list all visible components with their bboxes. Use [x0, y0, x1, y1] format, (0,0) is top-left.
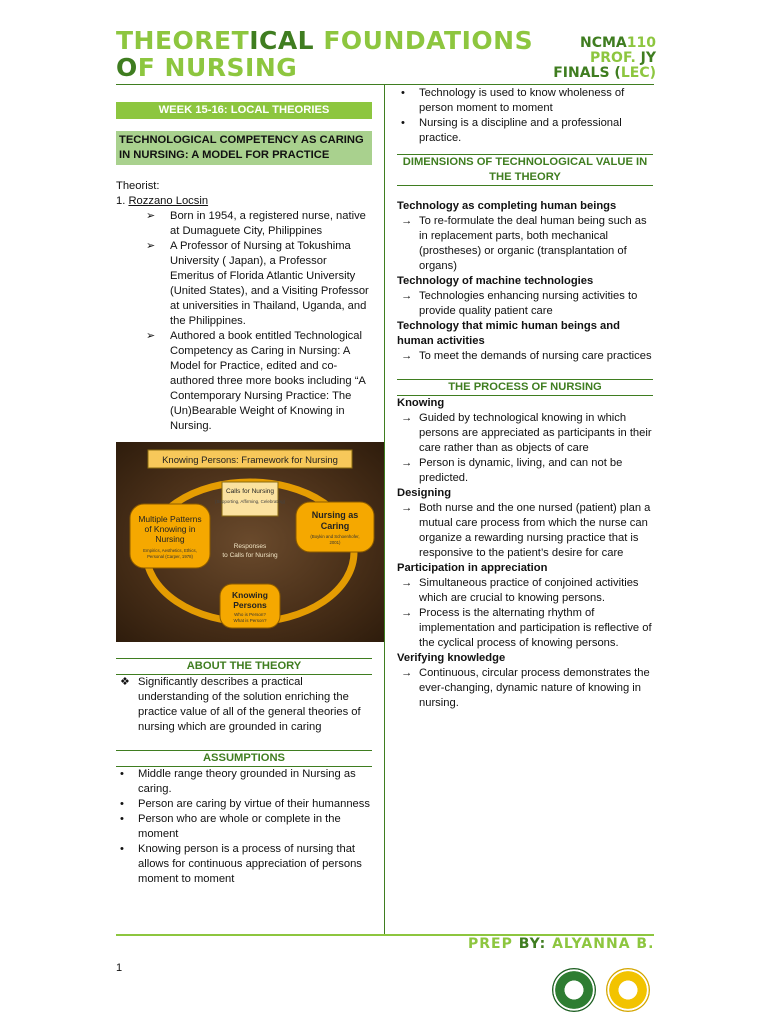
multiple-patterns-sub: Empirics, Aesthetics, Ethics,	[143, 548, 197, 553]
exam-term-label: FINALS (	[553, 65, 621, 81]
process-text: Person is dynamic, living, and can not be predicted.	[419, 457, 623, 484]
exam-term	[553, 66, 656, 81]
arrowhead-icon: ➢	[146, 240, 156, 252]
process-step-heading: Knowing	[397, 397, 445, 409]
dimension-item	[397, 349, 653, 364]
document-title-line-2	[116, 54, 297, 82]
arrow-icon: →	[401, 607, 413, 619]
assumption-text: Technology is used to know wholeness of person moment to moment	[419, 87, 625, 114]
assumption-item	[116, 842, 372, 887]
nursing-as-caring-line: Caring	[320, 521, 350, 531]
arrow-icon: →	[401, 290, 413, 302]
bio-item	[116, 239, 372, 329]
bio-item	[116, 209, 372, 239]
assumption-text: Knowing person is a process of nursing that allows for continuous appreciation of persons moment to moment	[138, 843, 362, 885]
arrow-icon: →	[401, 502, 413, 514]
about-text: Significantly describes a practical understanding of the solution enriching the practice value of all of the general theories of nursing which are grounded in caring	[138, 676, 361, 733]
arrowhead-icon: ➢	[146, 210, 156, 222]
nursing-as-caring-sub: 2001)	[329, 540, 341, 545]
prepared-by	[468, 936, 654, 952]
course-code-number: 110	[626, 35, 656, 51]
bullet-icon: •	[401, 87, 405, 99]
course-code-text: NCMA	[580, 35, 627, 51]
title-part: FOUNDATIONS	[323, 26, 534, 55]
professor-name: JY	[640, 50, 656, 66]
professor	[590, 51, 656, 66]
process-item	[397, 606, 653, 651]
process-heading: THE PROCESS OF NURSING	[397, 379, 653, 396]
framework-diagram-graphic	[116, 442, 384, 642]
professor-label: PROF.	[590, 50, 641, 66]
multiple-patterns-line: Multiple Patterns	[138, 514, 202, 524]
multiple-patterns-line: of Knowing in	[144, 524, 196, 534]
title-part: O	[116, 53, 138, 82]
page-number: 1	[116, 962, 123, 974]
assumption-text: Middle range theory grounded in Nursing as caring.	[138, 768, 356, 795]
multiple-patterns-sub: Personal (Carper, 1978)	[147, 554, 193, 559]
dimension-text: Technologies enhancing nursing activities to provide quality patient care	[419, 290, 638, 317]
bio-text: Authored a book entitled Technological Competency as Caring in Nursing: A Model for Practice, edited and co-authored three more books including “A Contemporary Nursing Practice: The (Un)Bearable Weight of Knowing in Nursing.	[170, 330, 366, 432]
responses-label: to Calls for Nursing	[222, 552, 278, 559]
knowing-persons-line: Persons	[233, 600, 267, 610]
prepared-by-part: PREP	[468, 936, 519, 952]
prepared-by-part: ALYANNA B.	[552, 936, 655, 952]
title-part: THEORET	[116, 26, 250, 55]
theory-title: TECHNOLOGICAL COMPETENCY AS CARING IN NURSING: A MODEL FOR PRACTICE	[116, 131, 372, 165]
left-column	[116, 102, 372, 887]
process-text: Continuous, circular process demonstrates the ever-changing, dynamic nature of knowing in nursing.	[419, 667, 650, 709]
right-column	[397, 86, 653, 711]
course-code	[580, 36, 656, 51]
exam-term-type: LEC)	[620, 65, 656, 81]
theorist-number: 1.	[116, 195, 129, 207]
knowing-persons-line: Knowing	[232, 590, 268, 600]
prepared-by-part: BY:	[518, 936, 553, 952]
bio-text: A Professor of Nursing at Tokushima University ( Japan), a Professor Emeritus of Florida Atlantic University (United States), and a Visiting Professor at universities in Thailand, Uganda, and the Philippines.	[170, 240, 369, 327]
theorist-line	[116, 194, 372, 209]
process-item	[397, 666, 653, 711]
bio-item	[116, 329, 372, 434]
about-theory-heading: ABOUT THE THEORY	[116, 658, 372, 675]
title-part: ICAL	[249, 26, 324, 55]
dimension-text: To re-formulate the deal human being such as in replacement parts, both mechanical (prostheses) or organic (transplantation of organs)	[419, 215, 647, 272]
process-item	[397, 411, 653, 456]
assumption-item	[116, 767, 372, 797]
document-title-line-1	[116, 27, 533, 55]
process-item	[397, 501, 653, 561]
multiple-patterns-line: Nursing	[155, 534, 185, 544]
college-seal-icon	[606, 968, 650, 1012]
theorist-name: Rozzano Locsin	[128, 195, 209, 207]
dimension-item	[397, 214, 653, 274]
school-seal-icon	[552, 968, 596, 1012]
dimensions-heading: DIMENSIONS OF TECHNOLOGICAL VALUE IN THE THEORY	[397, 154, 653, 186]
arrow-icon: →	[401, 412, 413, 424]
process-step-heading: Designing	[397, 487, 452, 499]
assumption-item	[116, 797, 372, 812]
assumption-text: Nursing is a discipline and a professional practice.	[419, 117, 622, 144]
process-item	[397, 576, 653, 606]
calls-title: Calls for Nursing	[225, 488, 275, 495]
arrowhead-icon: ➢	[146, 330, 156, 342]
header-divider	[116, 84, 654, 85]
column-divider	[384, 84, 385, 934]
theorist-label: Theorist:	[116, 180, 160, 192]
process-step-heading: Participation in appreciation	[397, 562, 548, 574]
assumption-item	[116, 812, 372, 842]
assumptions-heading: ASSUMPTIONS	[116, 750, 372, 767]
arrow-icon: →	[401, 577, 413, 589]
bio-text: Born in 1954, a registered nurse, native at Dumaguete City, Philippines	[170, 210, 366, 237]
dimension-heading: Technology as completing human beings	[397, 200, 617, 212]
diamond-bullet-icon: ❖	[120, 676, 131, 688]
nursing-as-caring-line: Nursing as	[311, 510, 359, 520]
bullet-icon: •	[120, 798, 124, 810]
assumption-item	[397, 116, 653, 146]
assumption-text: Person are caring by virtue of their humanness	[138, 798, 370, 810]
process-text: Both nurse and the one nursed (patient) plan a mutual care process from which the nurse can organize a rewarding nursing practice that is responsive to the patient’s desire for care	[419, 502, 651, 559]
bullet-icon: •	[120, 813, 124, 825]
process-item	[397, 456, 653, 486]
arrow-icon: →	[401, 350, 413, 362]
knowing-persons-sub: Who is Person?	[234, 612, 266, 617]
calls-subtitle: (Supporting, Affirming, Celebrating)	[214, 499, 286, 504]
process-text: Guided by technological knowing in which persons are appreciated as participants in their care rather than as objects of care	[419, 412, 652, 454]
dimension-heading: Technology of machine technologies	[397, 275, 594, 287]
bullet-icon: •	[120, 768, 124, 780]
responses-label: Responses	[233, 543, 267, 550]
dimension-item	[397, 289, 653, 319]
process-text: Process is the alternating rhythm of implementation and participation is reflective of the cyclical process of knowing persons.	[419, 607, 652, 649]
arrow-icon: →	[401, 215, 413, 227]
week-banner: WEEK 15-16: LOCAL THEORIES	[116, 102, 372, 119]
diagram-title: Knowing Persons: Framework for Nursing	[162, 455, 338, 466]
arrow-icon: →	[401, 667, 413, 679]
assumption-item	[397, 86, 653, 116]
dimension-text: To meet the demands of nursing care practices	[419, 350, 652, 362]
assumption-text: Person who are whole or complete in the moment	[138, 813, 341, 840]
process-text: Simultaneous practice of conjoined activities which are crucial to knowing persons.	[419, 577, 639, 604]
dimension-heading: Technology that mimic human beings and human activities	[397, 320, 620, 347]
bullet-icon: •	[401, 117, 405, 129]
knowing-persons-sub: What is Person?	[233, 618, 267, 623]
nursing-as-caring-sub: (Boykin and Schoenhofer,	[310, 534, 360, 539]
title-part: F NURSING	[137, 53, 298, 82]
framework-diagram	[116, 442, 384, 642]
arrow-icon: →	[401, 457, 413, 469]
process-step-heading: Verifying knowledge	[397, 652, 506, 664]
bullet-icon: •	[120, 843, 124, 855]
about-item	[116, 675, 372, 735]
